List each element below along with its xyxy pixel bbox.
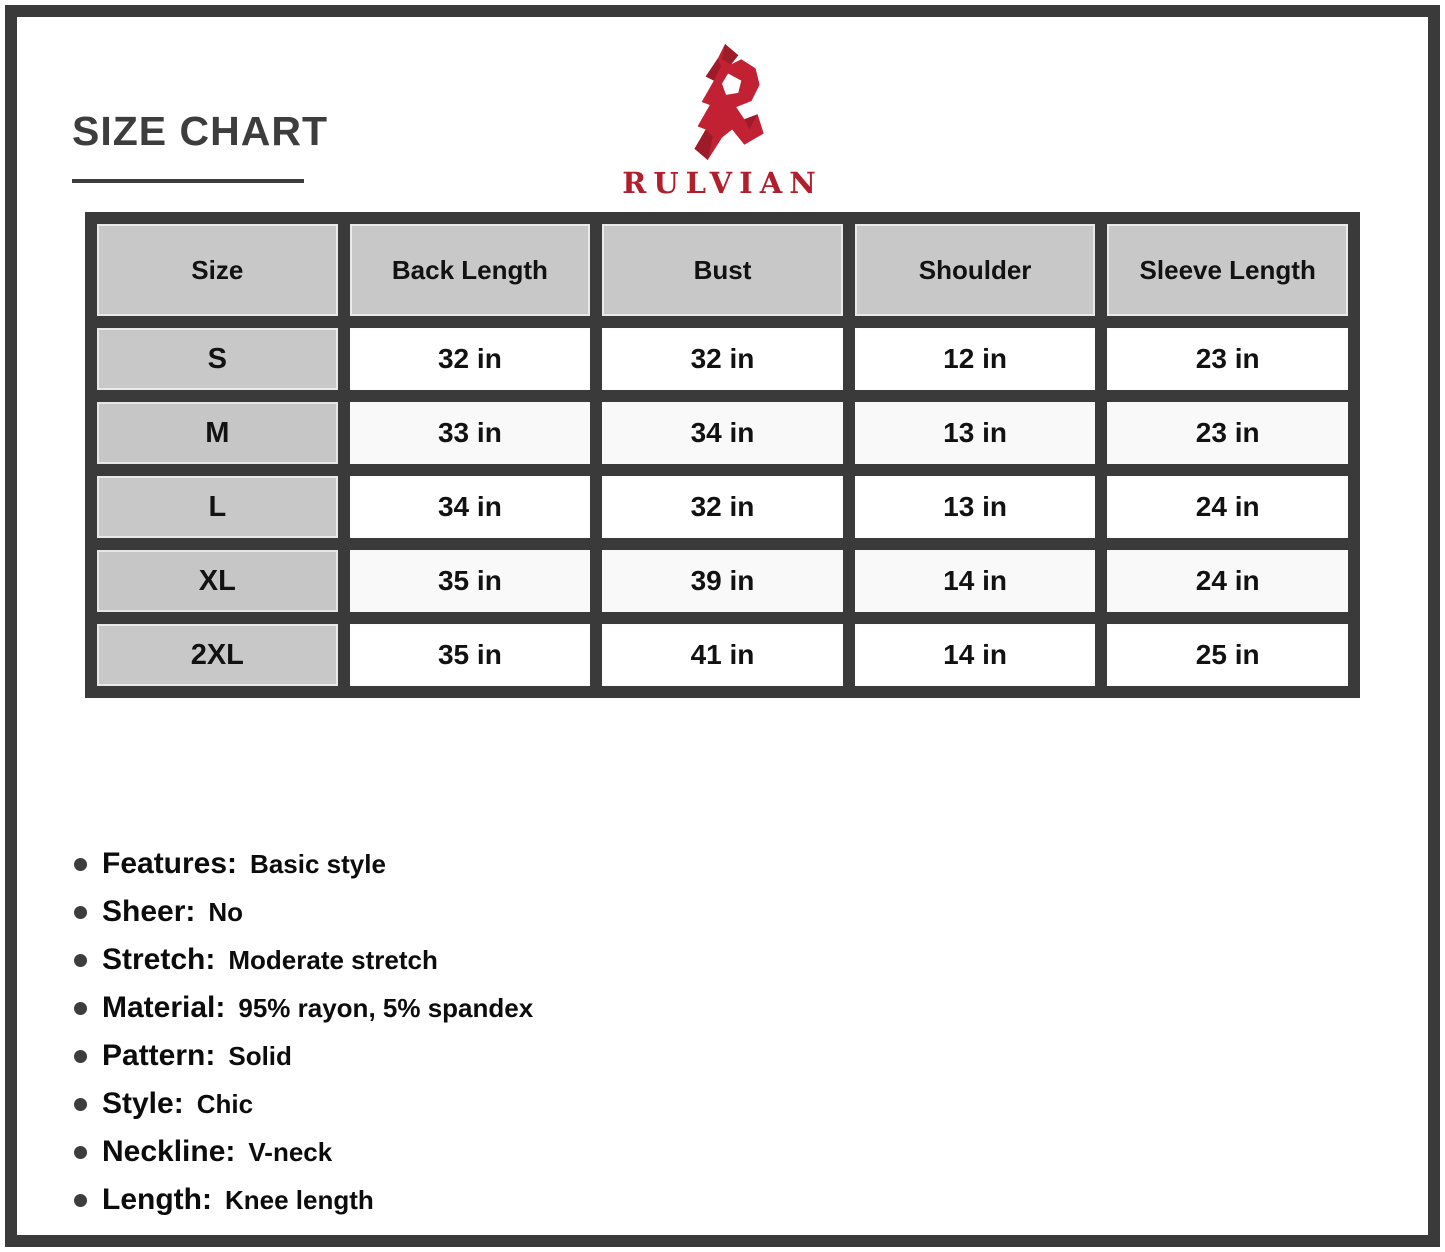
table-row-size-l: [97, 476, 1348, 538]
brand-name: RULVIAN: [622, 166, 823, 200]
bullet-icon: [74, 1050, 87, 1063]
brand-logo: [0, 44, 1445, 200]
size-label-cell: M: [97, 402, 338, 464]
spec-value: No: [208, 896, 244, 927]
column-header-shoulder: Shoulder: [855, 224, 1096, 316]
measurement-cell: 34 in: [350, 476, 591, 538]
table-row-size-m: [97, 402, 1348, 464]
spec-value: 95% rayon, 5% spandex: [238, 992, 534, 1023]
spec-item-style: [74, 1080, 533, 1128]
spec-item-stretch: [74, 936, 533, 984]
column-header-bust: Bust: [602, 224, 843, 316]
spec-label: Features:: [102, 847, 238, 880]
product-spec-list: [74, 840, 533, 1224]
size-label-cell: XL: [97, 550, 338, 612]
table-row-size-s: [97, 328, 1348, 390]
bullet-icon: [74, 1002, 87, 1015]
spec-value: Basic style: [250, 848, 386, 879]
measurement-cell: 24 in: [1107, 476, 1348, 538]
measurement-cell: 32 in: [602, 476, 843, 538]
size-label-cell: S: [97, 328, 338, 390]
bullet-icon: [74, 1194, 87, 1207]
measurement-cell: 12 in: [855, 328, 1096, 390]
measurement-cell: 23 in: [1107, 328, 1348, 390]
measurement-cell: 13 in: [855, 476, 1096, 538]
column-header-back-length: Back Length: [350, 224, 591, 316]
column-header-size: Size: [97, 224, 338, 316]
spec-item-material: [74, 984, 533, 1032]
spec-label: Sheer:: [102, 895, 196, 928]
spec-item-pattern: [74, 1032, 533, 1080]
measurement-cell: 34 in: [602, 402, 843, 464]
table-row-size-xl: [97, 550, 1348, 612]
spec-label: Pattern:: [102, 1039, 216, 1072]
rulvian-r-monogram-icon: [0, 44, 1445, 162]
measurement-cell: 32 in: [350, 328, 591, 390]
bullet-icon: [74, 906, 87, 919]
bullet-icon: [74, 954, 87, 967]
size-chart-table: [85, 212, 1360, 698]
size-label-cell: 2XL: [97, 624, 338, 686]
spec-value: V-neck: [248, 1136, 333, 1167]
spec-value: Knee length: [224, 1184, 374, 1215]
bullet-icon: [74, 1146, 87, 1159]
measurement-cell: 35 in: [350, 624, 591, 686]
spec-item-length: [74, 1176, 533, 1224]
measurement-cell: 14 in: [855, 550, 1096, 612]
spec-item-features: [74, 840, 533, 888]
spec-label: Style:: [102, 1087, 184, 1120]
size-chart-header-row: [97, 224, 1348, 316]
bullet-icon: [74, 1098, 87, 1111]
spec-label: Material:: [102, 991, 226, 1024]
measurement-cell: 14 in: [855, 624, 1096, 686]
column-header-sleeve-length: Sleeve Length: [1107, 224, 1348, 316]
spec-value: Chic: [196, 1088, 254, 1119]
measurement-cell: 39 in: [602, 550, 843, 612]
spec-label: Length:: [102, 1183, 212, 1216]
bullet-icon: [74, 858, 87, 871]
measurement-cell: 23 in: [1107, 402, 1348, 464]
spec-value: Solid: [228, 1040, 292, 1071]
measurement-cell: 41 in: [602, 624, 843, 686]
spec-label: Neckline:: [102, 1135, 236, 1168]
measurement-cell: 25 in: [1107, 624, 1348, 686]
measurement-cell: 33 in: [350, 402, 591, 464]
measurement-cell: 24 in: [1107, 550, 1348, 612]
spec-item-sheer: [74, 888, 533, 936]
measurement-cell: 13 in: [855, 402, 1096, 464]
size-label-cell: L: [97, 476, 338, 538]
spec-label: Stretch:: [102, 943, 216, 976]
spec-value: Moderate stretch: [228, 944, 438, 975]
measurement-cell: 35 in: [350, 550, 591, 612]
page-title: SIZE CHART: [72, 108, 328, 154]
measurement-cell: 32 in: [602, 328, 843, 390]
table-row-size-2xl: [97, 624, 1348, 686]
spec-item-neckline: [74, 1128, 533, 1176]
